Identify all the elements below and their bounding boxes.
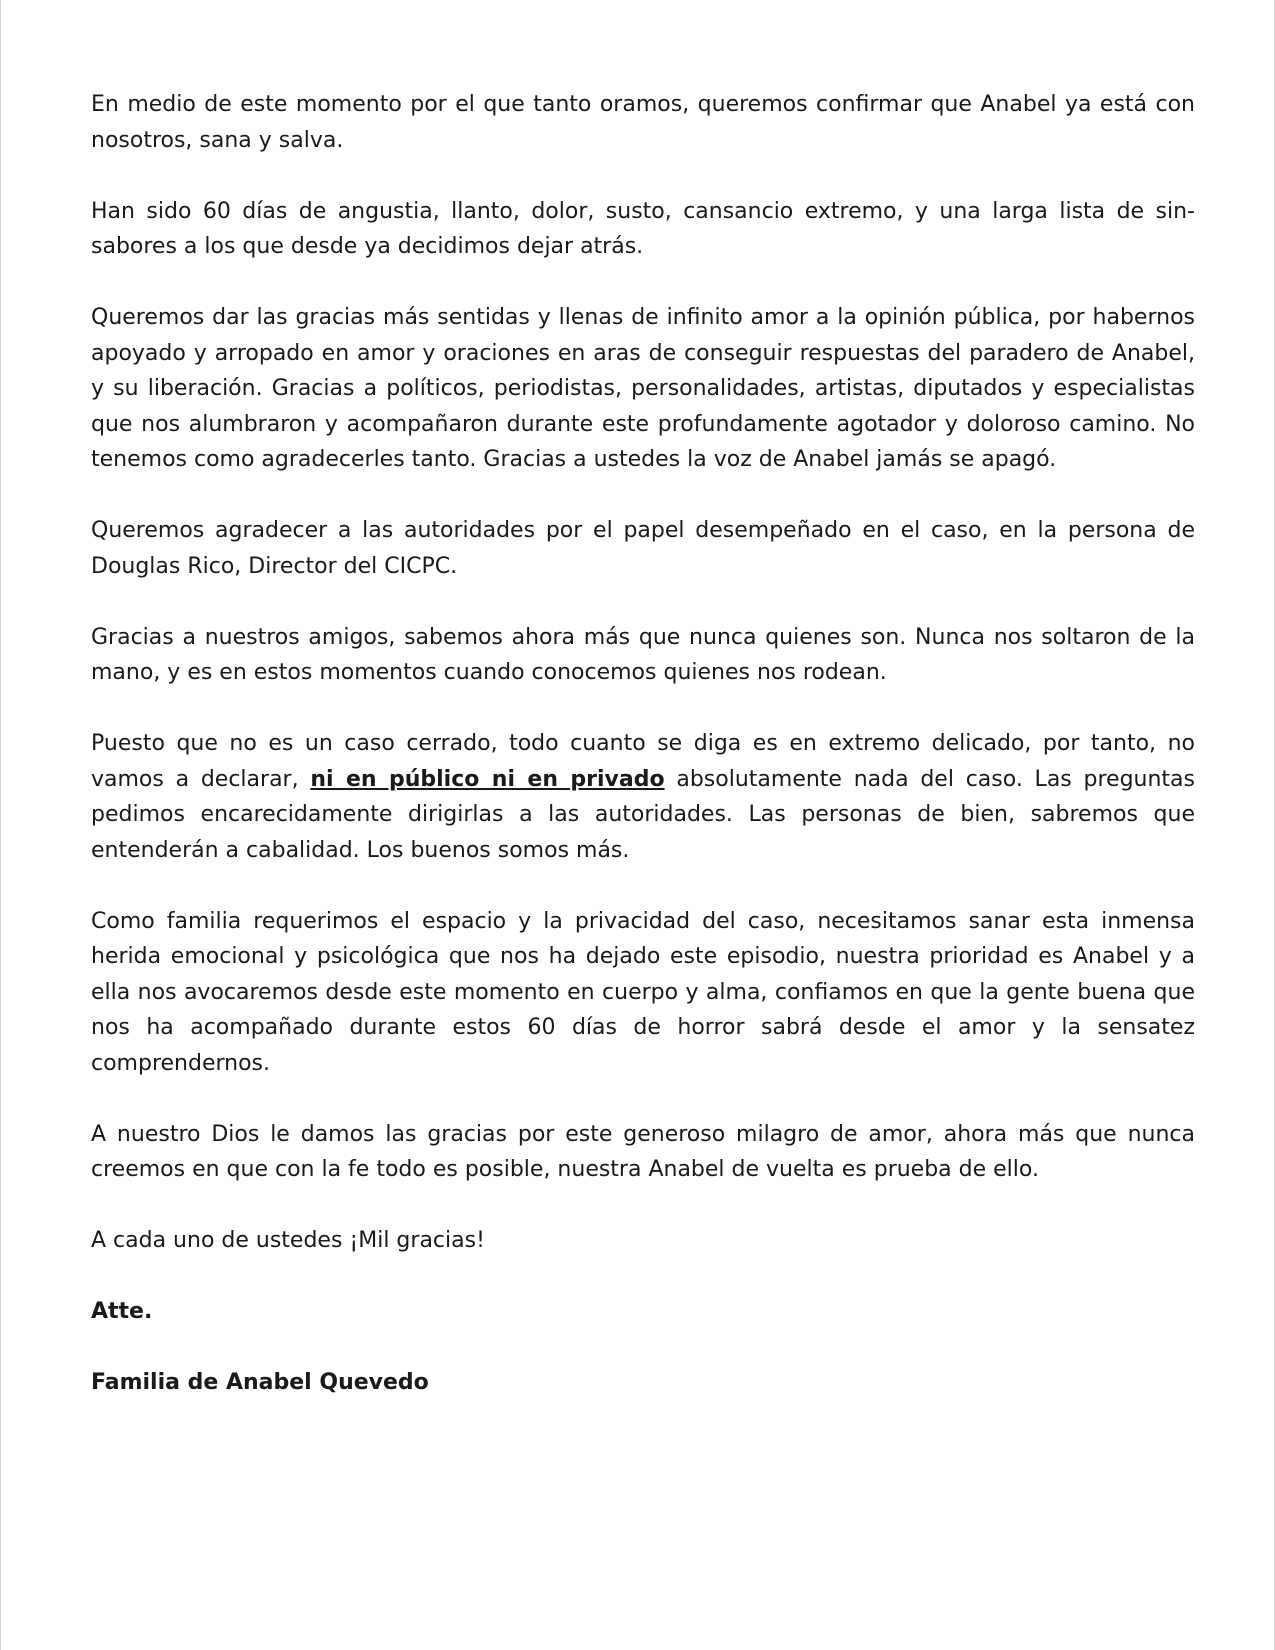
letter-body [91, 87, 1195, 1435]
closing-atte: Atte. [91, 1299, 153, 1324]
no-statements-text-start: Puesto que no es un caso cerrado, todo cuanto se diga es en extremo delicado, por tanto, no vamos a declarar, [91, 731, 1195, 792]
no-statements-text-end: absolutamente nada del caso. Las preguntas pedimos encarecidamente dirigirlas a las autoridades. Las personas de bien, sabremos que entenderán a cabalidad. Los buenos somos más. [91, 766, 1195, 863]
paragraph-privacy-request: Como familia requerimos el espacio y la privacidad del caso, necesitamos sanar esta inmensa herida emocional y psicológica que nos ha dejado este episodio, nuestra prioridad es Anabel y a ella nos avocaremos desde este momento en cuerpo y alma, confiamos en que la gente buena que nos ha acompañado durante estos 60 días de horror sabrá desde el amor y la sensatez comprendernos. [91, 908, 1195, 1076]
signature-family: Familia de Anabel Quevedo [91, 1369, 429, 1395]
paragraph-thanks-god: A nuestro Dios le damos las gracias por este generoso milagro de amor, ahora más que nunca creemos en que con la fe todo es posible, nuestra Anabel de vuelta es prueba de ello. [91, 1121, 1195, 1182]
paragraph-thanks-friends: Gracias a nuestros amigos, sabemos ahora más que nunca quienes son. Nunca nos soltaron de la mano, y es en estos momentos cuando conocemos quienes nos rodean. [91, 624, 1195, 685]
paragraph-no-statements [91, 726, 1195, 868]
paragraph-thanks-authorities: Queremos agradecer a las autoridades por el papel desempeñado en el caso, en la persona de Douglas Rico, Director del CICPC. [91, 518, 1195, 579]
emphasis-public-private: ni en público ni en privado [310, 766, 665, 792]
paragraph-thanks-public: Queremos dar las gracias más sentidas y llenas de infinito amor a la opinión pública, por habernos apoyado y arropado en amor y oraciones en aras de conseguir respuestas del paradero de Anabel, y su liberación. Gracias a políticos, periodistas, personalidades, artistas, diputados y especialistas que nos alumbraron y acompañaron durante este profundamente agotador y doloroso camino. No tenemos como agradecerles tanto. Gracias a ustedes la voz de Anabel jamás se apagó. [91, 305, 1195, 472]
paragraph-60-days: Han sido 60 días de angustia, llanto, dolor, susto, cansancio extremo, y una larga lista de sinsabores a los que desde ya decidimos dejar atrás. [91, 198, 1195, 259]
paragraph-thousand-thanks: A cada uno de ustedes ¡Mil gracias! [91, 1228, 485, 1253]
paragraph-confirmation: En medio de este momento por el que tanto oramos, queremos confirmar que Anabel ya está con nosotros, sana y salva. [91, 92, 1195, 153]
